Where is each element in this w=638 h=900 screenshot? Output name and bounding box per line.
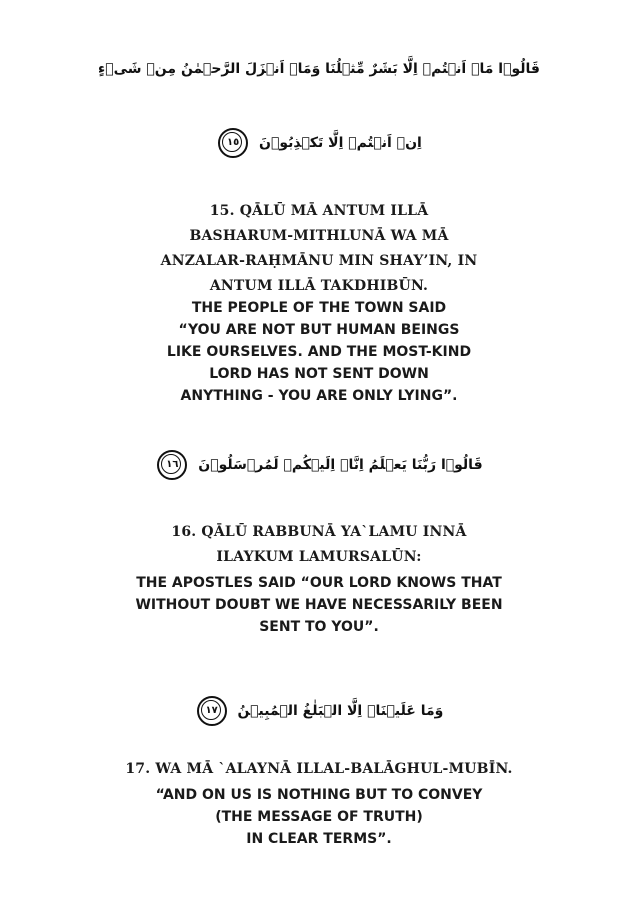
verse-17-arabic [0, 696, 638, 726]
verse-16-arabic-line-1: قَالُوۡا رَبُّنَا يَعۡلَمُ اِنَّاۤ اِلَيۡكُمۡ لَمُرۡسَلُوۡنَ [198, 457, 483, 473]
translation-line: ANYTHING - YOU ARE ONLY LYING”. [180, 388, 458, 404]
translit-line: BASHARUM-MITHLUNĀ WA MĀ [189, 228, 449, 244]
translation-line: WITHOUT DOUBT WE HAVE NECESSARILY BEEN [135, 597, 503, 613]
translit-line: 16. QĀLŪ RABBUNĀ YA`LAMU INNĀ [171, 524, 467, 540]
ayah-number: ١٦ [166, 459, 179, 470]
translation-line: (THE MESSAGE OF TRUTH) [215, 809, 423, 825]
ayah-end-marker-icon [157, 450, 187, 480]
translit-line: ILAYKUM LAMURSALŪN: [216, 549, 422, 565]
translation-line: THE APOSTLES SAID “OUR LORD KNOWS THAT [136, 575, 502, 591]
verse-17-translation [0, 784, 638, 850]
translation-line: IN CLEAR TERMS”. [246, 831, 392, 847]
verse-15-arabic-line-1: قَالُوۡا مَاۤ اَنۡتُمۡ اِلَّا بَشَرٌ مِّثۡلُنَا وَمَاۤ اَنۡزَلَ الرَّحۡمٰنُ مِنۡ شَىۡءٍ [98, 61, 540, 77]
verse-15-arabic [0, 62, 638, 76]
verse-17-transliteration [0, 757, 638, 782]
ayah-number: ١٥ [227, 137, 240, 148]
verse-15-arabic-line-2: اِنۡ اَنۡتُمۡ اِلَّا تَكۡذِبُوۡنَ [259, 135, 422, 151]
translation-line: SENT TO YOU”. [259, 619, 379, 635]
ayah-end-marker-icon [197, 696, 227, 726]
verse-17-arabic-line-1: وَمَا عَلَيۡنَاۤ اِلَّا الۡبَلٰغُ الۡمُبِيۡنُ [237, 703, 444, 719]
translit-line: ANTUM ILLĀ TAKDHIBŪN. [209, 278, 429, 294]
translit-line: 15. QĀLŪ MĀ ANTUM ILLĀ [209, 203, 429, 219]
translation-line: THE PEOPLE OF THE TOWN SAID [191, 300, 447, 316]
ayah-number: ١٧ [205, 705, 218, 716]
verse-16-translation [0, 572, 638, 638]
verse-16-arabic [0, 450, 638, 480]
translation-line: “AND ON US IS NOTHING BUT TO CONVEY [155, 787, 483, 803]
translit-line: ANZALAR-RAḤMĀNU MIN SHAY’IN, IN [160, 253, 478, 269]
translation-line: LORD HAS NOT SENT DOWN [209, 366, 429, 382]
verse-16-transliteration [0, 520, 638, 570]
translation-line: “YOU ARE NOT BUT HUMAN BEINGS [178, 322, 460, 338]
translit-line: 17. WA MĀ `ALAYNĀ ILLAL-BALĀGHUL-MUBĪN. [125, 761, 513, 777]
verse-15-translation [0, 297, 638, 407]
translation-line: LIKE OURSELVES. AND THE MOST-KIND [166, 344, 472, 360]
ayah-end-marker-icon [218, 128, 248, 158]
verse-15-arabic-end [0, 128, 638, 158]
verse-15-transliteration [0, 199, 638, 299]
